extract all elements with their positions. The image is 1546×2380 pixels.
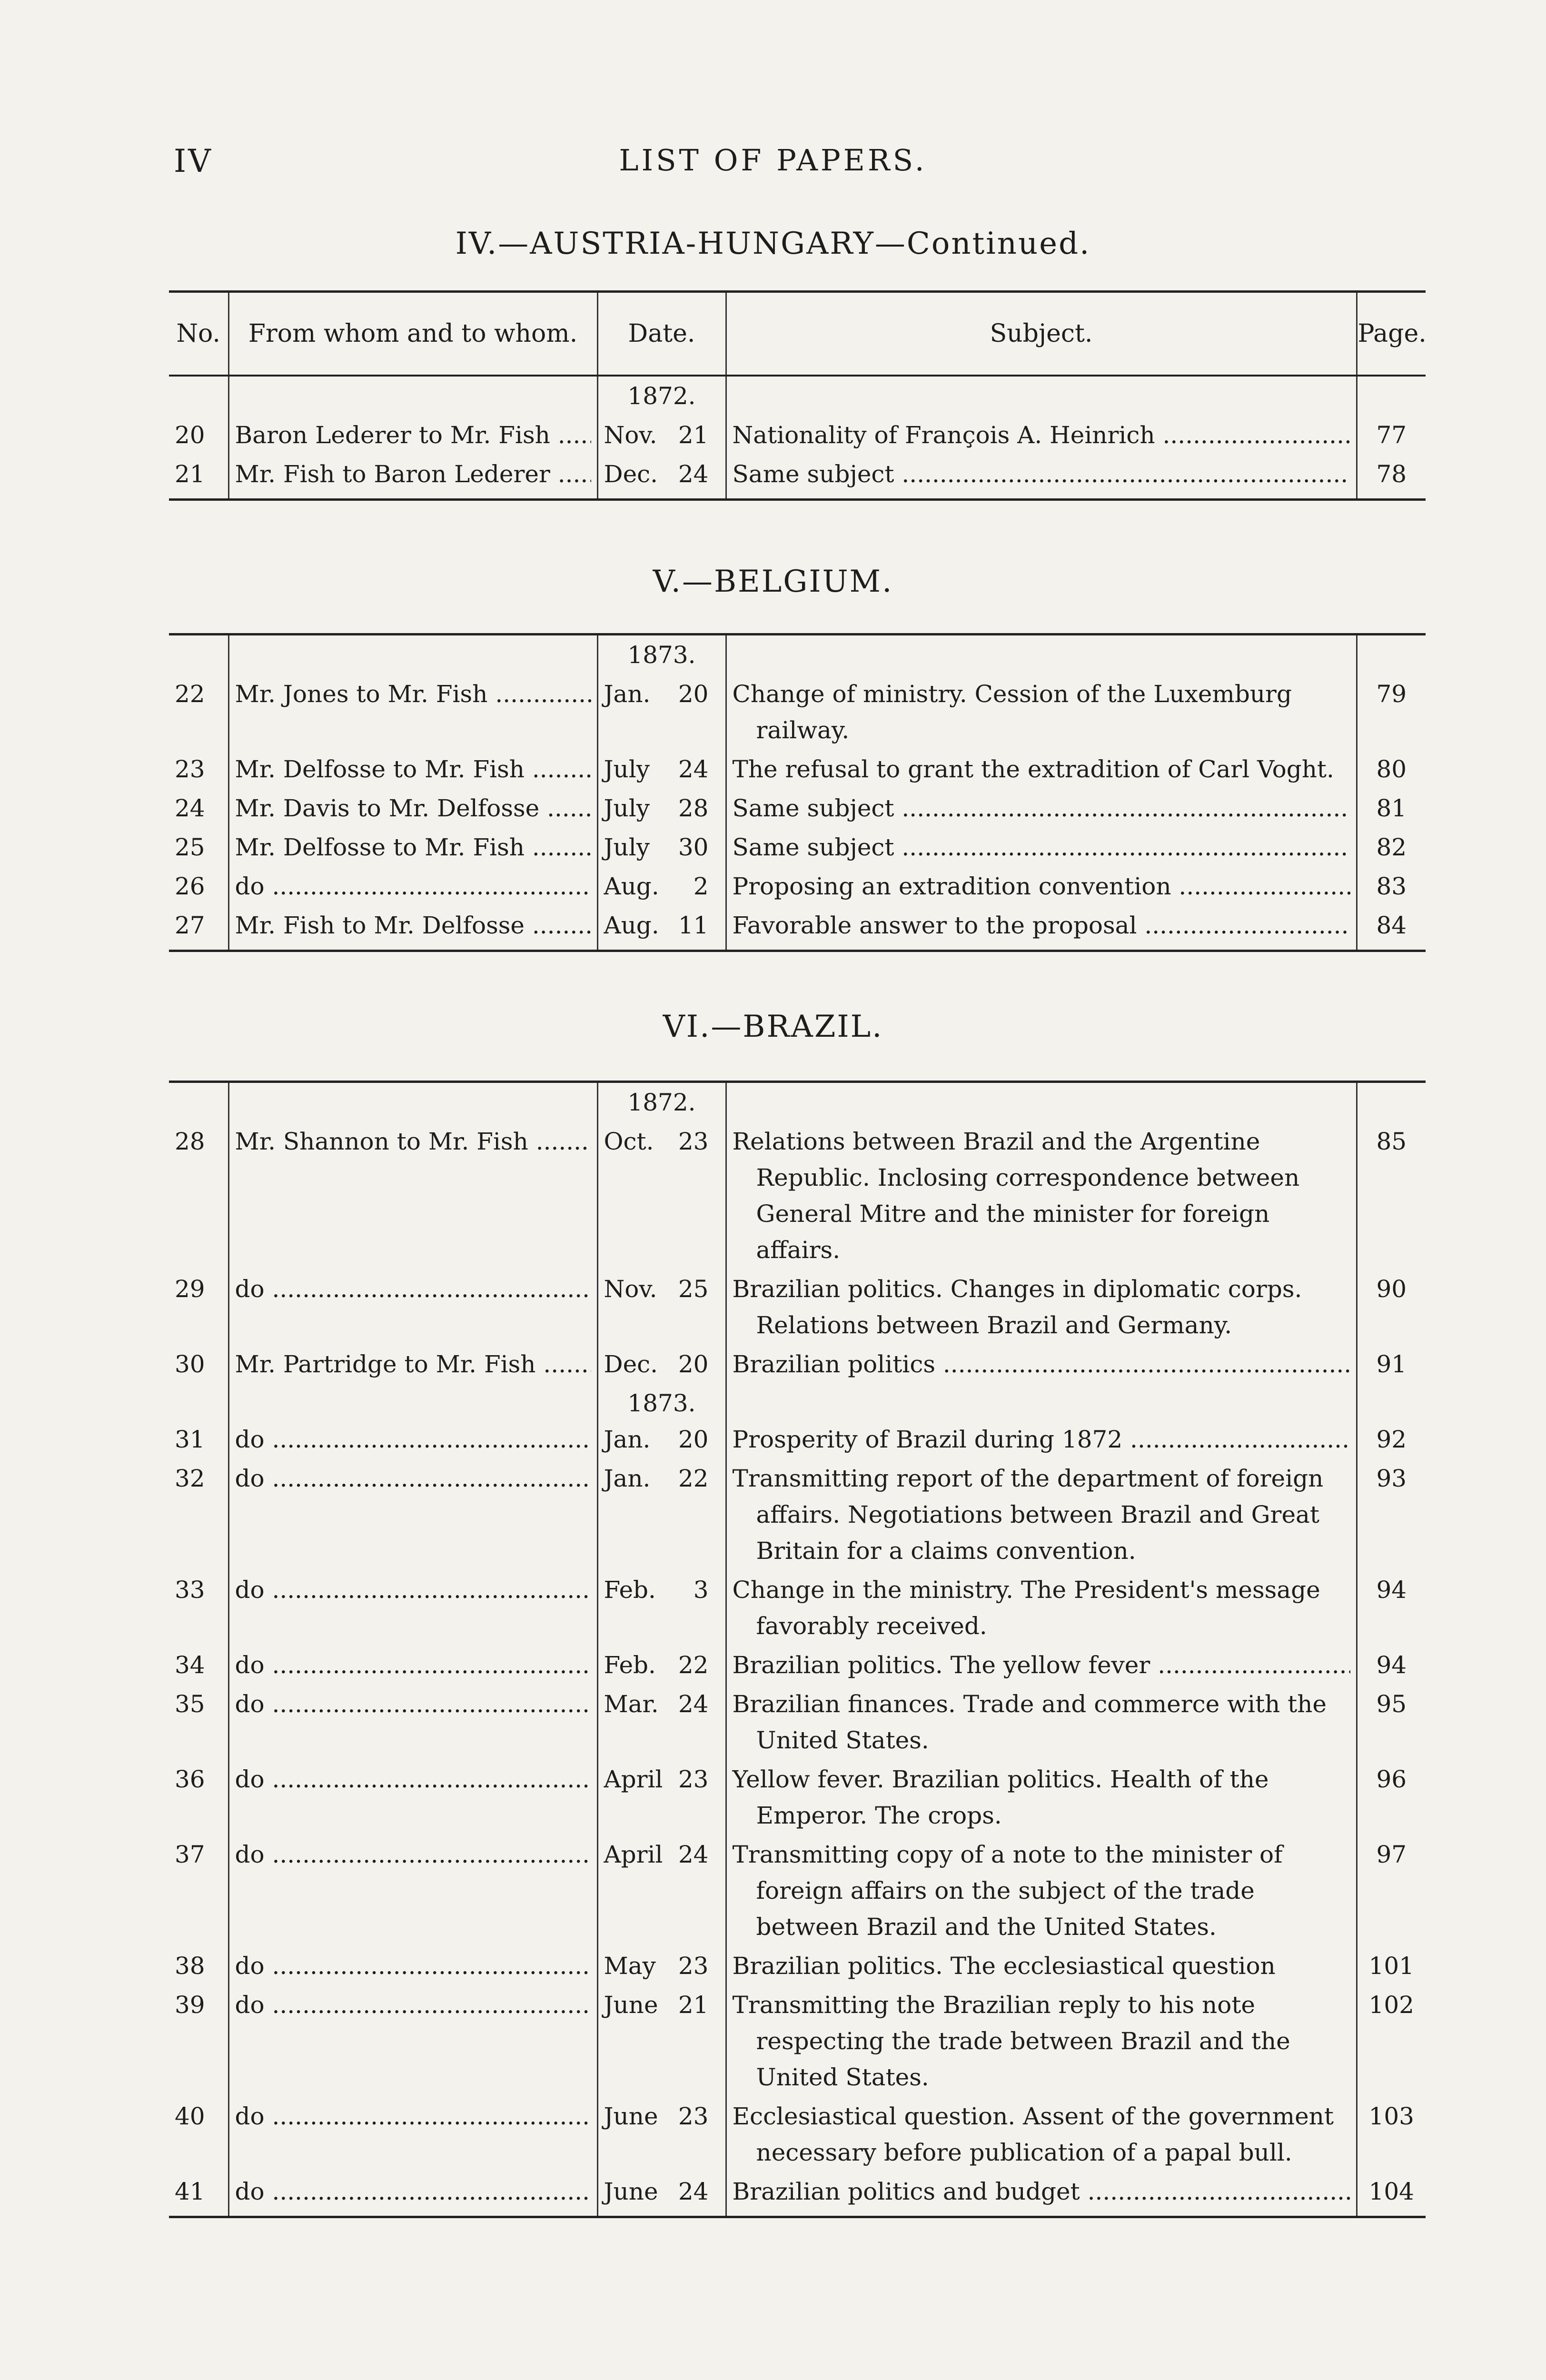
date-month: Feb.: [604, 1576, 656, 1604]
table-row: [169, 750, 1426, 789]
subject-cell: [726, 1269, 1357, 1345]
from-cell: [228, 867, 597, 906]
page-reference: 94: [1357, 1570, 1426, 1646]
from-text: Baron Lederer to Mr. Fish .....: [235, 417, 591, 453]
subject-cell: [726, 1646, 1357, 1685]
spacer-cell: [726, 2211, 1357, 2217]
date-day: 24: [678, 755, 709, 783]
year-cell: [597, 376, 726, 416]
page-reference: 103: [1357, 2097, 1426, 2172]
date-cell: [597, 1646, 726, 1685]
section-rows: [169, 635, 1426, 951]
year-cell: [1357, 376, 1426, 416]
from-cell: [228, 1946, 597, 1985]
column-header-row: [169, 292, 1426, 376]
spacer-cell: [597, 494, 726, 500]
subject-cell: [726, 455, 1357, 494]
date-cell: [597, 674, 726, 750]
date-cell: [597, 1269, 726, 1345]
date-day: 24: [678, 1690, 709, 1718]
date-day: 21: [678, 421, 709, 449]
from-text: Mr. Delfosse to Mr. Fish .....: [235, 829, 591, 865]
from-cell: [228, 1122, 597, 1269]
col-header-no: No.: [169, 292, 228, 376]
page-reference: 84: [1357, 906, 1426, 945]
date-month: June: [604, 1991, 658, 2019]
from-cell: [228, 1760, 597, 1835]
row-number: 21: [175, 460, 205, 488]
subject-cell: [726, 1122, 1357, 1269]
subject-text: Nationality of François A. Heinrich .....: [733, 417, 1350, 453]
page-reference: 79: [1357, 674, 1426, 750]
spacer-cell: [1357, 945, 1426, 951]
row-number: 38: [175, 1952, 205, 1980]
row-number: 28: [175, 1128, 205, 1155]
date-year: 1873.: [627, 641, 696, 669]
date-month: July: [604, 833, 650, 861]
spacer-cell: [1357, 494, 1426, 500]
row-number: 32: [175, 1465, 205, 1492]
date-month: June: [604, 2178, 658, 2205]
from-cell: [228, 750, 597, 789]
page-reference: 83: [1357, 867, 1426, 906]
page-reference: 97: [1357, 1835, 1426, 1946]
row-number: 20: [175, 421, 205, 449]
from-cell: [228, 455, 597, 494]
row-number: 36: [175, 1765, 205, 1793]
from-text: do .....: [235, 1761, 591, 1797]
year-cell: [169, 376, 228, 416]
date-cell: [597, 455, 726, 494]
date-day: 3: [693, 1576, 709, 1604]
page-reference: 102: [1357, 1985, 1426, 2097]
year-cell: [726, 376, 1357, 416]
subject-cell: [726, 1345, 1357, 1384]
date-day: 24: [678, 460, 709, 488]
year-cell: [169, 635, 228, 675]
spacer-cell: [228, 945, 597, 951]
table-row: [169, 867, 1426, 906]
subject-text: Yellow fever. Brazilian politics. Health of the Emperor. The crops.: [732, 1765, 1269, 1829]
page-number: IV: [174, 143, 213, 179]
spacer-row: [169, 494, 1426, 500]
from-text: do .....: [235, 2173, 591, 2210]
subject-text: Ecclesiastical question. Assent of the government necessary before publication of a papal bull.: [732, 2102, 1334, 2166]
date-day: 20: [678, 1426, 709, 1453]
section-rows: [169, 376, 1426, 500]
subject-cell: [726, 1570, 1357, 1646]
date-month: Jan.: [604, 680, 651, 708]
table-row: [169, 789, 1426, 828]
page-reference: 80: [1357, 750, 1426, 789]
page-reference: 81: [1357, 789, 1426, 828]
from-cell: [228, 1985, 597, 2097]
page-reference: 78: [1357, 455, 1426, 494]
date-month: Jan.: [604, 1465, 651, 1492]
from-text: Mr. Jones to Mr. Fish .....: [235, 676, 591, 712]
date-cell: [597, 1835, 726, 1946]
spacer-cell: [597, 2211, 726, 2217]
from-text: Mr. Partridge to Mr. Fish .....: [235, 1346, 591, 1382]
row-number: 39: [175, 1991, 205, 2019]
subject-cell: [726, 1835, 1357, 1946]
page-reference: 95: [1357, 1685, 1426, 1760]
date-day: 20: [678, 1350, 709, 1378]
section-rows: [169, 1082, 1426, 2217]
row-number: 23: [175, 755, 205, 783]
subject-text: Same subject .....: [733, 790, 1350, 826]
from-cell: [228, 2172, 597, 2211]
subject-cell: [726, 2172, 1357, 2211]
date-cell: [597, 2097, 726, 2172]
date-year: 1872.: [627, 382, 696, 410]
from-cell: [228, 1384, 597, 1459]
date-cell: [597, 789, 726, 828]
table-row: [169, 416, 1426, 455]
spacer-cell: [726, 945, 1357, 951]
subject-text: Brazilian finances. Trade and commerce with the United States.: [732, 1690, 1327, 1754]
spacer-cell: [228, 494, 597, 500]
from-cell: [228, 1269, 597, 1345]
year-cell: [1357, 1082, 1426, 1122]
row-number: 29: [175, 1275, 205, 1303]
subject-text: Prosperity of Brazil during 1872 .....: [733, 1421, 1350, 1458]
page-reference: 90: [1357, 1269, 1426, 1345]
table-row: [169, 1646, 1426, 1685]
table-row: [169, 1122, 1426, 1269]
date-month: Feb.: [604, 1651, 656, 1679]
from-text: do .....: [235, 868, 591, 904]
from-cell: [228, 416, 597, 455]
table-row: [169, 906, 1426, 945]
year-cell: [228, 635, 597, 675]
year-cell: [228, 376, 597, 416]
from-text: do .....: [235, 2098, 591, 2134]
subject-text: The refusal to grant the extradition of Carl Voght.: [732, 755, 1334, 783]
subject-text: Brazilian politics. The yellow fever .....: [733, 1647, 1350, 1683]
date-day: 2: [693, 873, 709, 900]
date-day: 21: [678, 1991, 709, 2019]
from-cell: [228, 906, 597, 945]
date-day: 23: [678, 1952, 709, 1980]
subject-text: Relations between Brazil and the Argentine Republic. Inclosing correspondence between General Mitre and the minister for foreign affairs.: [732, 1128, 1300, 1264]
page-reference: 94: [1357, 1646, 1426, 1685]
date-day: 23: [678, 2102, 709, 2130]
table-row: [169, 1384, 1426, 1459]
subject-text: Brazilian politics and budget .....: [733, 2173, 1350, 2210]
subject-cell: [726, 750, 1357, 789]
from-text: do .....: [235, 1460, 591, 1497]
subject-text: Brazilian politics. Changes in diplomatic corps. Relations between Brazil and Germany.: [732, 1275, 1302, 1339]
table-row: [169, 1459, 1426, 1570]
running-title: LIST OF PAPERS.: [619, 143, 927, 178]
date-cell: [597, 1122, 726, 1269]
date-month: June: [604, 2102, 658, 2130]
date-day: 24: [678, 2178, 709, 2205]
from-text: do .....: [235, 1836, 591, 1873]
table-row: [169, 2172, 1426, 2211]
from-text: Mr. Davis to Mr. Delfosse .....: [235, 790, 591, 826]
papers-table-belgium: [169, 633, 1426, 952]
subject-text: Transmitting copy of a note to the minister of foreign affairs on the subject of the trade between Brazil and the United States.: [732, 1841, 1283, 1941]
spacer-cell: [169, 945, 228, 951]
from-cell: [228, 1345, 597, 1384]
row-number: 34: [175, 1651, 205, 1679]
page-reference: 77: [1357, 416, 1426, 455]
spacer-row: [169, 945, 1426, 951]
table-row: [169, 1760, 1426, 1835]
spacer-cell: [169, 494, 228, 500]
table-row: [169, 2097, 1426, 2172]
date-month: May: [604, 1952, 656, 1980]
table-row: [169, 1570, 1426, 1646]
table-row: [169, 1685, 1426, 1760]
row-number: 27: [175, 912, 205, 939]
table-row: [169, 455, 1426, 494]
papers-table-austria-hungary: [169, 290, 1426, 501]
date-day: 30: [678, 833, 709, 861]
table-row: [169, 674, 1426, 750]
from-text: Mr. Fish to Mr. Delfosse .....: [235, 907, 591, 943]
spacer-cell: [1357, 2211, 1426, 2217]
date-cell: [597, 1384, 726, 1459]
row-number: 22: [175, 680, 205, 708]
spacer-cell: [726, 494, 1357, 500]
from-text: do .....: [235, 1987, 591, 2023]
subject-cell: [726, 1985, 1357, 2097]
row-number: 31: [175, 1426, 205, 1453]
year-row: [169, 376, 1426, 416]
from-text: Mr. Fish to Baron Lederer .....: [235, 456, 591, 492]
date-cell: [597, 867, 726, 906]
year-cell: [228, 1082, 597, 1122]
date-day: 11: [678, 912, 709, 939]
subject-cell: [726, 1459, 1357, 1570]
date-cell: [597, 1685, 726, 1760]
row-number: 33: [175, 1576, 205, 1604]
subject-cell: [726, 1685, 1357, 1760]
row-number: 25: [175, 833, 205, 861]
year-cell: [1357, 635, 1426, 675]
date-cell: [597, 1459, 726, 1570]
date-month: Nov.: [604, 1275, 657, 1303]
date-cell: [597, 1570, 726, 1646]
page-reference: 91: [1357, 1345, 1426, 1384]
subject-text: Transmitting report of the department of foreign affairs. Negotiations between Brazil and Great Britain for a claims convention.: [732, 1465, 1324, 1565]
date-month: Mar.: [604, 1690, 659, 1718]
date-year: 1872.: [627, 1089, 696, 1116]
date-cell: [597, 416, 726, 455]
spacer-cell: [597, 945, 726, 951]
date-month: Dec.: [604, 460, 658, 488]
page-reference: 92: [1357, 1384, 1426, 1459]
from-cell: [228, 674, 597, 750]
date-month: April: [604, 1765, 663, 1793]
date-cell: [597, 1760, 726, 1835]
col-header-from: From whom and to whom.: [228, 292, 597, 376]
subject-text: Transmitting the Brazilian reply to his note respecting the trade between Brazil and the United States.: [732, 1991, 1290, 2091]
from-text: do .....: [235, 1948, 591, 1984]
subject-cell: [726, 2097, 1357, 2172]
table-row: [169, 1985, 1426, 2097]
row-number: 37: [175, 1841, 205, 1868]
from-text: do .....: [235, 1647, 591, 1683]
section-heading-belgium: V.—BELGIUM.: [653, 564, 893, 599]
year-cell: [726, 635, 1357, 675]
from-cell: [228, 1685, 597, 1760]
section-heading-brazil: VI.—BRAZIL.: [663, 1009, 883, 1044]
subject-cell: [726, 1384, 1357, 1459]
row-number: 35: [175, 1690, 205, 1718]
table-row: [169, 1269, 1426, 1345]
from-text: Mr. Shannon to Mr. Fish .....: [235, 1123, 591, 1160]
from-cell: [228, 2097, 597, 2172]
subject-text: Brazilian politics .....: [733, 1346, 1350, 1382]
table-row: [169, 1835, 1426, 1946]
table-row: [169, 828, 1426, 867]
table-row: [169, 1345, 1426, 1384]
from-cell: [228, 1570, 597, 1646]
date-month: Jan.: [604, 1426, 651, 1453]
col-header-date: Date.: [597, 292, 726, 376]
subject-text: Change in the ministry. The President's message favorably received.: [732, 1576, 1320, 1640]
papers-table-brazil: [169, 1081, 1426, 2218]
date-year: 1873.: [627, 1389, 696, 1417]
date-month: April: [604, 1841, 663, 1868]
subject-text: Proposing an extradition convention .....: [733, 868, 1350, 904]
date-cell: [597, 906, 726, 945]
page-reference: 85: [1357, 1122, 1426, 1269]
from-cell: [228, 789, 597, 828]
subject-cell: [726, 828, 1357, 867]
row-number: 30: [175, 1350, 205, 1378]
subject-text: Favorable answer to the proposal .....: [733, 907, 1350, 943]
page-reference: 101: [1357, 1946, 1426, 1985]
from-text: do .....: [235, 1686, 591, 1722]
subject-cell: [726, 674, 1357, 750]
year-row: [169, 635, 1426, 675]
date-day: 28: [678, 794, 709, 822]
date-month: Oct.: [604, 1128, 654, 1155]
subject-cell: [726, 1760, 1357, 1835]
date-cell: [597, 828, 726, 867]
year-cell: [726, 1082, 1357, 1122]
from-text: do .....: [235, 1421, 591, 1458]
subject-cell: [726, 906, 1357, 945]
page-header: [0, 143, 1546, 181]
subject-text: Change of ministry. Cession of the Luxemburg railway.: [732, 680, 1292, 744]
date-day: 23: [678, 1128, 709, 1155]
page-reference: 96: [1357, 1760, 1426, 1835]
date-day: 20: [678, 680, 709, 708]
from-cell: [228, 1646, 597, 1685]
date-cell: [597, 1985, 726, 2097]
from-cell: [228, 1835, 597, 1946]
date-month: Dec.: [604, 1350, 658, 1378]
year-cell: [597, 635, 726, 675]
subject-cell: [726, 1946, 1357, 1985]
year-cell: [597, 1082, 726, 1122]
row-number: 40: [175, 2102, 205, 2130]
spacer-cell: [228, 2211, 597, 2217]
date-day: 23: [678, 1765, 709, 1793]
date-month: Aug.: [604, 912, 659, 939]
year-cell: [169, 1082, 228, 1122]
spacer-cell: [169, 2211, 228, 2217]
date-cell: [597, 1946, 726, 1985]
date-month: July: [604, 755, 650, 783]
date-month: July: [604, 794, 650, 822]
page-reference: 82: [1357, 828, 1426, 867]
date-day: 22: [678, 1465, 709, 1492]
table-row: [169, 1946, 1426, 1985]
from-text: do .....: [235, 1572, 591, 1608]
col-header-subject: Subject.: [726, 292, 1357, 376]
col-header-page: Page.: [1357, 292, 1426, 376]
subject-cell: [726, 789, 1357, 828]
section-heading-austria-hungary: IV.—AUSTRIA-HUNGARY—Continued.: [455, 226, 1091, 261]
subject-cell: [726, 416, 1357, 455]
date-day: 24: [678, 1841, 709, 1868]
row-number: 41: [175, 2178, 205, 2205]
page-reference: 93: [1357, 1459, 1426, 1570]
subject-cell: [726, 867, 1357, 906]
row-number: 26: [175, 873, 205, 900]
year-row: [169, 1082, 1426, 1122]
subject-text: Same subject .....: [733, 829, 1350, 865]
from-cell: [228, 1459, 597, 1570]
subject-text: Brazilian politics. The ecclesiastical question: [732, 1952, 1276, 1980]
from-text: do .....: [235, 1271, 591, 1307]
date-month: Aug.: [604, 873, 659, 900]
subject-text: Same subject .....: [733, 456, 1350, 492]
from-text: Mr. Delfosse to Mr. Fish .....: [235, 751, 591, 787]
row-number: 24: [175, 794, 205, 822]
date-day: 22: [678, 1651, 709, 1679]
spacer-row: [169, 2211, 1426, 2217]
from-cell: [228, 828, 597, 867]
date-month: Nov.: [604, 421, 657, 449]
date-cell: [597, 750, 726, 789]
date-cell: [597, 1345, 726, 1384]
date-day: 25: [678, 1275, 709, 1303]
page-reference: 104: [1357, 2172, 1426, 2211]
date-cell: [597, 2172, 726, 2211]
